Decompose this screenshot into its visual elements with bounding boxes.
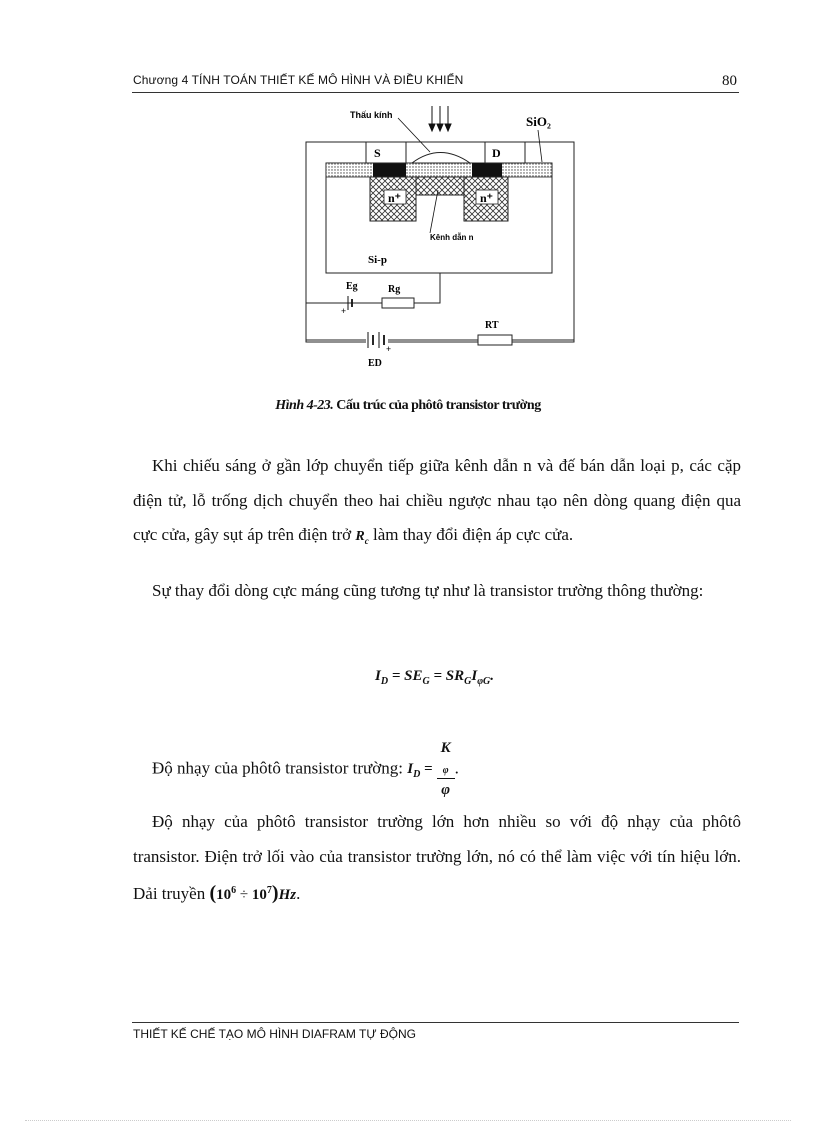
sensitivity-lhs-group bbox=[407, 761, 433, 781]
chapter-title: Chương 4 TÍNH TOÁN THIẾT KẾ MÔ HÌNH VÀ ĐIỀU KHIỂN bbox=[133, 73, 464, 87]
phototransistor-diagram bbox=[280, 100, 600, 375]
lens-label: Thấu kính bbox=[350, 110, 393, 120]
channel bbox=[416, 177, 464, 195]
light-arrows bbox=[429, 106, 451, 131]
f1-end: . bbox=[490, 668, 495, 684]
source-label: S bbox=[374, 146, 381, 160]
rt-label: RT bbox=[485, 320, 499, 331]
footer-title: THIẾT KẾ CHẾ TẠO MÔ HÌNH DIAFRAM TỰ ĐỘNG bbox=[133, 1027, 416, 1041]
resistor-symbol bbox=[355, 529, 368, 544]
ed-plus-label: + bbox=[386, 344, 392, 354]
f1-eq3-sub: φG bbox=[477, 676, 491, 687]
oxide-layer bbox=[326, 163, 552, 177]
rt-resistor bbox=[478, 335, 512, 345]
fraction-numerator bbox=[437, 740, 455, 779]
paragraph-illumination bbox=[133, 449, 741, 558]
caption-text: Cấu trúc của phôtô transistor trường bbox=[333, 398, 541, 413]
bw-unit: Hz bbox=[278, 887, 297, 903]
sensitivity-line bbox=[152, 740, 459, 799]
sio2-label: SiO₂ bbox=[526, 114, 551, 129]
rg-label: Rg bbox=[388, 284, 401, 295]
paragraph-comparison bbox=[133, 805, 741, 913]
figure-caption bbox=[0, 398, 816, 414]
bw-close: ) bbox=[271, 882, 279, 904]
bw-a-exp: 6 bbox=[231, 885, 237, 896]
paragraph-drain-current: Sự thay đổi dòng cực máng cũng tương tự như là transistor trường thông thường: bbox=[152, 581, 704, 600]
n-left-label: n⁺ bbox=[388, 191, 402, 205]
bw-open: ( bbox=[209, 882, 217, 904]
channel-label: Kênh dẫn n bbox=[430, 233, 474, 242]
ed-label: ED bbox=[368, 358, 382, 369]
source-contact bbox=[373, 163, 406, 177]
resistor-symbol-sub: c bbox=[364, 535, 369, 546]
drain-label: D bbox=[492, 146, 501, 160]
numerator-sub: φ bbox=[442, 765, 449, 776]
bw-div: ÷ bbox=[236, 887, 252, 903]
drain-pad bbox=[485, 142, 525, 163]
f1-lhs: I bbox=[375, 668, 381, 684]
eg-plus-label: + bbox=[341, 306, 347, 316]
eg-label: Eg bbox=[346, 281, 358, 292]
drain-current-formula bbox=[375, 668, 494, 687]
f1-eq2-sub: G bbox=[464, 676, 472, 687]
substrate-label: Si-p bbox=[368, 254, 387, 266]
f1-eq2: = SR bbox=[429, 668, 465, 684]
paragraph-1-end: làm thay đổi điện áp cực cửa. bbox=[368, 525, 574, 544]
fraction-denominator: φ bbox=[441, 782, 450, 798]
n-right-label: n⁺ bbox=[480, 191, 494, 205]
sensitivity-end: . bbox=[454, 758, 459, 778]
f1-eq1: = SE bbox=[388, 668, 423, 684]
resistor-symbol-base: R bbox=[355, 529, 365, 544]
f1-lhs-sub: D bbox=[380, 676, 389, 687]
paragraph-1-text: Khi chiếu sáng ở gần lớp chuyển tiếp giữa kênh dẫn n và đế bán dẫn loại p, các cặp điện tử, lỗ trống dịch chuyển theo hai chiều ngược nhau tạo nên dòng quang điện qua cực cửa, gây sụt áp trên điện trở bbox=[133, 456, 741, 544]
page-bottom-border bbox=[25, 1120, 791, 1121]
footer-divider bbox=[132, 1022, 739, 1023]
sensitivity-lhs-sub: D bbox=[413, 769, 421, 781]
gate-wire bbox=[306, 273, 440, 303]
bw-b-exp: 7 bbox=[266, 885, 272, 896]
bw-a: 10 bbox=[216, 887, 232, 903]
sio2-pointer bbox=[538, 130, 542, 162]
drain-contact bbox=[472, 163, 502, 177]
sensitivity-fraction bbox=[437, 740, 455, 799]
f1-eq3: I bbox=[471, 668, 478, 684]
sensitivity-eq: = bbox=[420, 761, 433, 778]
lens bbox=[412, 153, 470, 164]
sensitivity-label: Độ nhạy của phôtô transistor trường: bbox=[152, 758, 408, 778]
caption-prefix: Hình 4-23. bbox=[275, 398, 334, 413]
sensitivity-lhs: I bbox=[407, 761, 414, 778]
paragraph-3-text: Độ nhạy của phôtô transistor trường lớn hơn nhiều so với độ nhạy của phôtô transistor. Điện trở lối vào của transistor trường lớn, nó có thể làm việc với tín hiệu lớn. Dải truyền bbox=[133, 812, 741, 903]
numerator-base: K bbox=[440, 740, 451, 756]
bandwidth-formula bbox=[209, 882, 297, 904]
source-pad bbox=[366, 142, 406, 163]
page-number: 80 bbox=[722, 73, 737, 89]
bw-b: 10 bbox=[251, 887, 267, 903]
header-divider bbox=[132, 92, 739, 93]
f1-eq1-sub: G bbox=[422, 676, 430, 687]
paragraph-3-end: . bbox=[296, 884, 301, 903]
rg-resistor bbox=[382, 298, 414, 308]
